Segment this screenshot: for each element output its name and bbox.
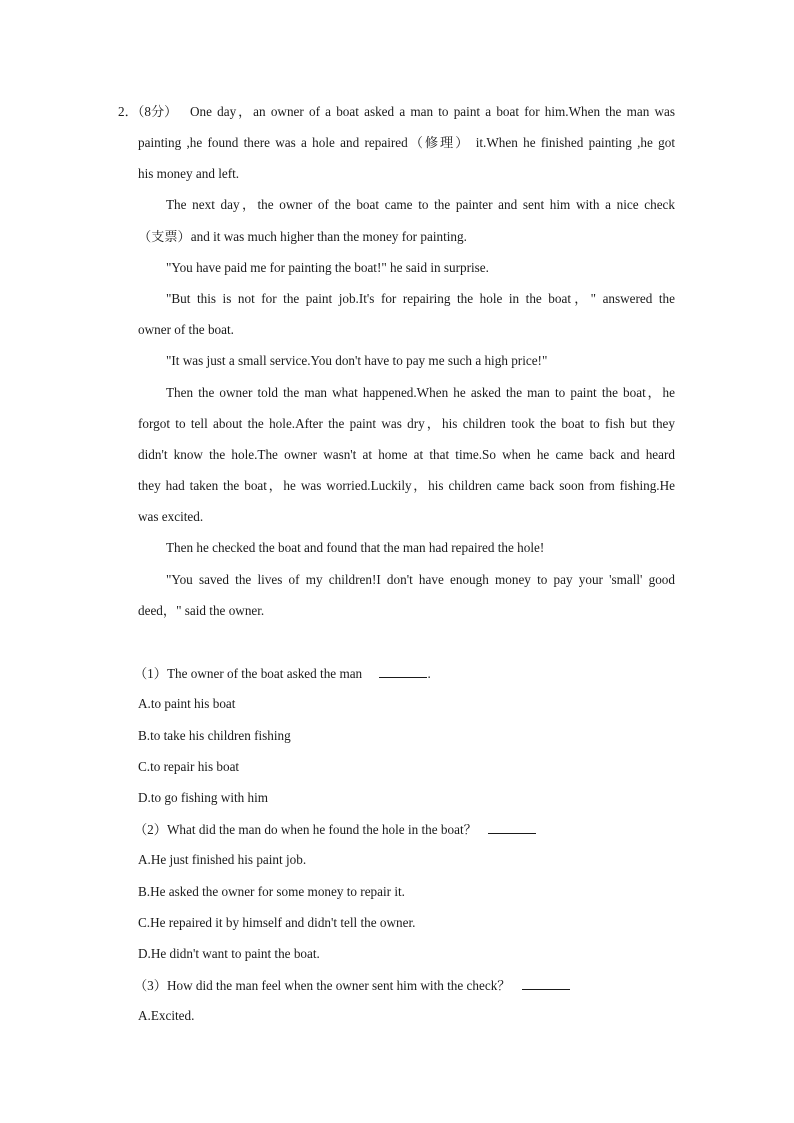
passage-line: Then he checked the boat and found that the man had repaired the hole!	[166, 540, 545, 555]
option-a: A.to paint his boat	[138, 696, 236, 711]
option-a: A.He just finished his paint job.	[138, 852, 307, 867]
sub-question-label: （3）How did the man feel when the owner sent him with the check？	[134, 978, 511, 993]
sub-question-label: （1）The owner of the boat asked the man	[134, 666, 363, 681]
passage-line: was excited.	[138, 509, 204, 524]
passage-line: his money and left.	[138, 166, 240, 181]
passage-line: "It was just a small service.You don't have to pay me such a high price!"	[166, 353, 548, 368]
answer-blank[interactable]	[488, 821, 536, 834]
passage-line: The next day，the owner of the boat came to the painter and sent him with a nice check	[166, 197, 675, 212]
passage-line: "You have paid me for painting the boat!" he said in surprise.	[166, 260, 489, 275]
sub-question-end-punct: .	[427, 666, 431, 681]
question-number	[118, 104, 177, 120]
option-d: D.He didn't want to paint the boat.	[138, 946, 320, 961]
option-b: B.to take his children fishing	[138, 728, 291, 743]
passage-line: Then the owner told the man what happened.When he asked the man to paint the boat，he	[166, 385, 675, 400]
sub-question-1	[134, 665, 431, 682]
passage-line: One day，an owner of a boat asked a man to paint a boat for him.When the man was	[190, 104, 675, 119]
passage-line: "You saved the lives of my children!I don't have enough money to pay your 'small' good	[166, 572, 675, 587]
question-number-text: 2．	[118, 104, 138, 119]
sub-question-label: （2）What did the man do when he found the hole in the boat？	[134, 822, 477, 837]
option-d: D.to go fishing with him	[138, 790, 269, 805]
passage-line: forgot to tell about the hole.After the paint was dry，his children took the boat to fish but they	[138, 416, 675, 431]
passage-line: owner of the boat.	[138, 322, 234, 337]
passage-line: didn't know the hole.The owner wasn't at home at that time.So when he came back and heard	[138, 447, 675, 462]
passage-line: "But this is not for the paint job.It's for repairing the hole in the boat，" answered the	[166, 291, 675, 306]
answer-blank[interactable]	[379, 665, 427, 678]
question-points: （8分）	[137, 104, 178, 119]
option-c: C.He repaired it by himself and didn't tell the owner.	[138, 915, 416, 930]
passage-line: deed，" said the owner.	[138, 603, 265, 618]
passage-line: painting ,he found there was a hole and repaired（修理） it.When he finished painting ,he got	[138, 135, 675, 150]
option-b: B.He asked the owner for some money to repair it.	[138, 884, 405, 899]
passage-line: they had taken the boat，he was worried.Luckily，his children came back soon from fishing.He	[138, 478, 675, 493]
answer-blank[interactable]	[522, 977, 570, 990]
passage-line: （支票）and it was much higher than the money for painting.	[138, 229, 467, 244]
sub-question-2	[134, 821, 536, 838]
option-c: C.to repair his boat	[138, 759, 240, 774]
option-a: A.Excited.	[138, 1008, 195, 1023]
sub-question-3	[134, 977, 570, 994]
